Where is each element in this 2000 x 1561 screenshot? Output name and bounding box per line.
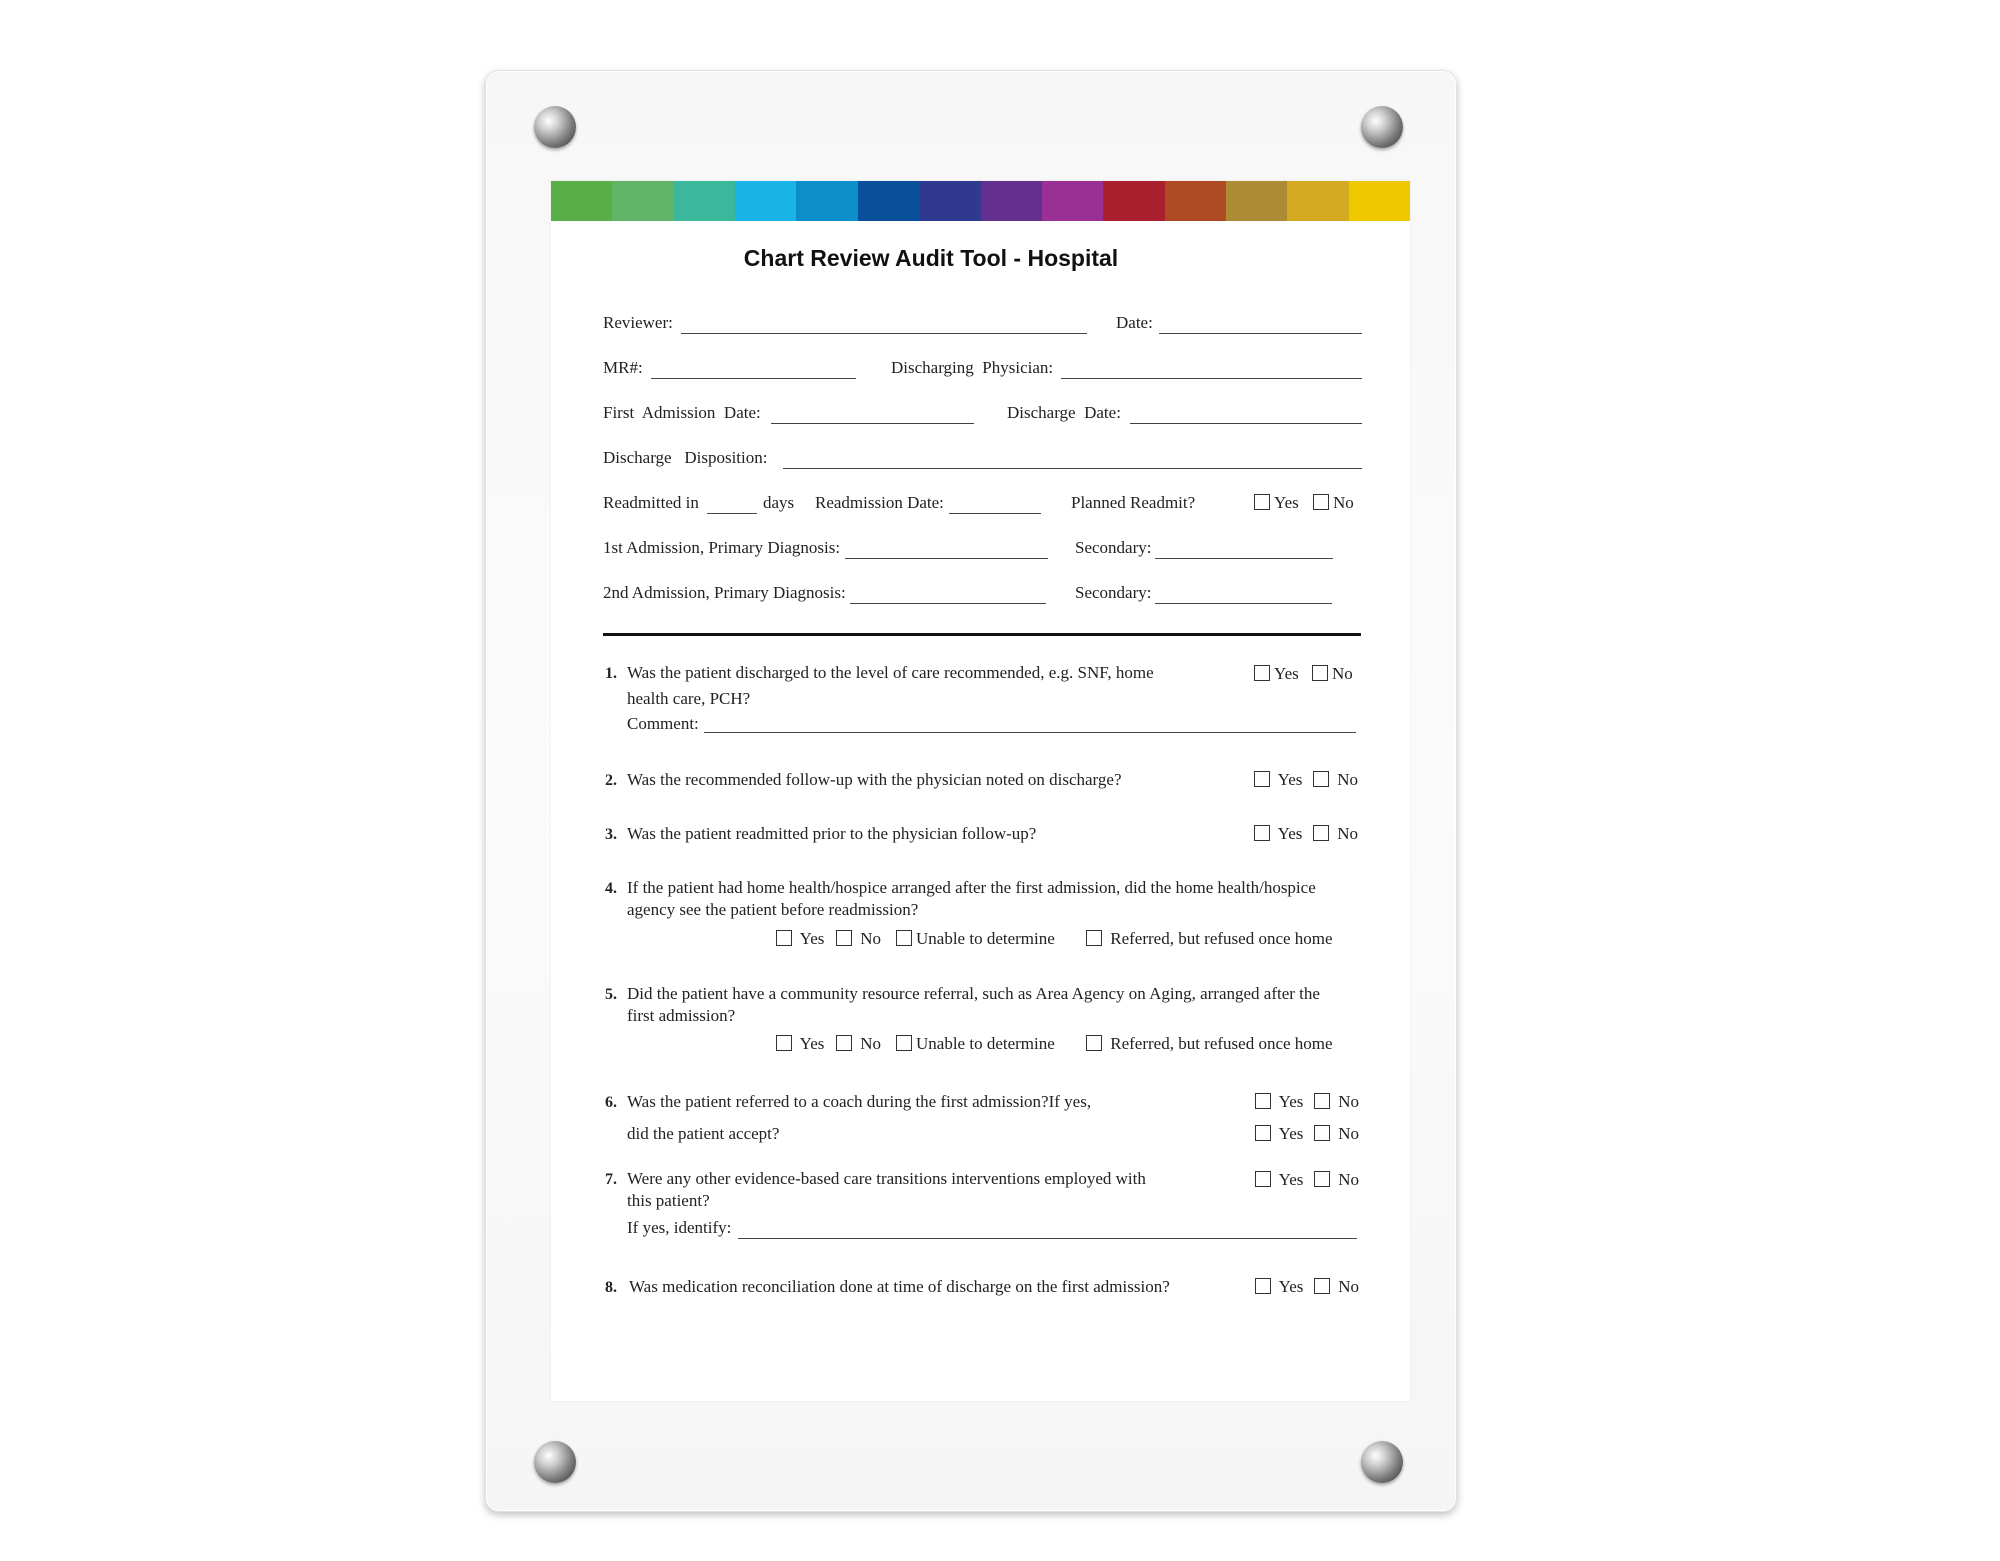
checkbox-icon[interactable] <box>1314 1171 1330 1187</box>
color-swatch-1 <box>551 181 612 221</box>
q7-no[interactable]: No <box>1314 1170 1359 1190</box>
q3-no[interactable]: No <box>1313 824 1358 844</box>
color-swatch-13 <box>1287 181 1348 221</box>
planned-readmit-yes[interactable]: Yes <box>1254 493 1299 513</box>
q8-yes[interactable]: Yes <box>1255 1277 1303 1297</box>
discharging-physician-field[interactable] <box>1061 378 1362 379</box>
checkbox-icon[interactable] <box>1086 930 1102 946</box>
checkbox-icon[interactable] <box>1313 825 1329 841</box>
second-secondary-label: Secondary: <box>1075 583 1152 602</box>
checkbox-icon[interactable] <box>896 1035 912 1051</box>
q6-text-line1: Was the patient referred to a coach during the first admission?If yes, <box>627 1092 1092 1111</box>
date-field[interactable] <box>1159 333 1362 334</box>
checkbox-icon[interactable] <box>1254 825 1270 841</box>
checkbox-icon[interactable] <box>896 930 912 946</box>
standoff-bolt-top-left <box>534 106 576 148</box>
q8-number: 8. <box>605 1279 617 1296</box>
readmission-date-label: Readmission Date: <box>815 493 944 512</box>
mr-field[interactable] <box>651 378 856 379</box>
checkbox-icon[interactable] <box>1255 1093 1271 1109</box>
q2-no[interactable]: No <box>1313 770 1358 790</box>
q7-yes[interactable]: Yes <box>1255 1170 1303 1190</box>
checkbox-icon[interactable] <box>836 1035 852 1051</box>
q7-text-line2: this patient? <box>627 1191 710 1210</box>
checkbox-icon[interactable] <box>1254 494 1270 510</box>
q2-yes[interactable]: Yes <box>1254 770 1302 790</box>
q4-text-line1: If the patient had home health/hospice arranged after the first admission, did the home health/hospice <box>627 878 1316 897</box>
q5-text-line2: first admission? <box>627 1006 736 1025</box>
readmitted-in-label: Readmitted in <box>603 493 699 512</box>
checkbox-icon[interactable] <box>836 930 852 946</box>
q7-number: 7. <box>605 1171 617 1188</box>
readmitted-days-field[interactable] <box>707 513 757 514</box>
q6-referred-yes[interactable]: Yes <box>1255 1092 1303 1112</box>
q1-text-line1: Was the patient discharged to the level of care recommended, e.g. SNF, home <box>627 663 1154 682</box>
checkbox-icon[interactable] <box>1255 1171 1271 1187</box>
q4-yes[interactable]: Yes <box>776 929 824 949</box>
color-swatch-6 <box>858 181 919 221</box>
color-swatch-14 <box>1349 181 1410 221</box>
checkbox-icon[interactable] <box>1313 771 1329 787</box>
form-title: Chart Review Audit Tool - Hospital <box>743 245 1119 271</box>
date-label: Date: <box>1116 313 1153 332</box>
q7-identify-field[interactable] <box>738 1238 1357 1239</box>
checkbox-icon[interactable] <box>1312 665 1328 681</box>
first-admission-date-label: First Admission Date: <box>603 403 761 422</box>
q4-text-line2: agency see the patient before readmission? <box>627 900 919 919</box>
section-divider <box>603 633 1361 636</box>
q2-number: 2. <box>605 772 617 789</box>
q3-yes[interactable]: Yes <box>1254 824 1302 844</box>
q1-comment-label: Comment: <box>627 714 699 733</box>
first-primary-diagnosis-label: 1st Admission, Primary Diagnosis: <box>603 538 841 557</box>
q5-text-line1: Did the patient have a community resource referral, such as Area Agency on Aging, arranged after the <box>627 984 1320 1003</box>
q1-text-line2: health care, PCH? <box>627 689 751 708</box>
q1-number: 1. <box>605 665 617 682</box>
color-swatch-4 <box>735 181 796 221</box>
checkbox-icon[interactable] <box>1313 494 1329 510</box>
reviewer-field[interactable] <box>681 333 1087 334</box>
form-sheet <box>551 181 1410 1401</box>
checkbox-icon[interactable] <box>1314 1093 1330 1109</box>
color-swatch-12 <box>1226 181 1287 221</box>
q1-no[interactable]: No <box>1312 664 1353 684</box>
second-primary-diagnosis-label: 2nd Admission, Primary Diagnosis: <box>603 583 846 602</box>
q3-text: Was the patient readmitted prior to the physician follow-up? <box>627 824 1037 843</box>
q2-text: Was the recommended follow-up with the physician noted on discharge? <box>627 770 1122 789</box>
second-primary-diagnosis-field[interactable] <box>850 603 1046 604</box>
discharging-physician-label: Discharging Physician: <box>891 358 1054 377</box>
first-secondary-label: Secondary: <box>1075 538 1152 557</box>
color-swatch-8 <box>981 181 1042 221</box>
checkbox-icon[interactable] <box>1255 1125 1271 1141</box>
color-swatch-2 <box>612 181 673 221</box>
q7-text-line1: Were any other evidence-based care transitions interventions employed with <box>627 1169 1146 1188</box>
q1-yes[interactable]: Yes <box>1254 664 1299 684</box>
checkbox-icon[interactable] <box>1086 1035 1102 1051</box>
discharge-date-label: Discharge Date: <box>1007 403 1121 422</box>
color-swatch-7 <box>919 181 980 221</box>
color-swatch-10 <box>1103 181 1164 221</box>
q6-referred-no[interactable]: No <box>1314 1092 1359 1112</box>
q4-number: 4. <box>605 880 617 897</box>
discharge-disposition-label: Discharge Disposition: <box>603 448 768 467</box>
checkbox-icon[interactable] <box>1255 1278 1271 1294</box>
q6-accept-yes[interactable]: Yes <box>1255 1124 1303 1144</box>
checkbox-icon[interactable] <box>1314 1278 1330 1294</box>
readmission-date-field[interactable] <box>949 513 1041 514</box>
q4-no[interactable]: No <box>836 929 881 949</box>
first-secondary-field[interactable] <box>1155 558 1333 559</box>
color-swatch-11 <box>1165 181 1226 221</box>
checkbox-icon[interactable] <box>1314 1125 1330 1141</box>
color-swatch-3 <box>674 181 735 221</box>
discharge-date-field[interactable] <box>1130 423 1362 424</box>
q8-no[interactable]: No <box>1314 1277 1359 1297</box>
q6-number: 6. <box>605 1094 617 1111</box>
q4-referred[interactable]: Referred, but refused once home <box>1086 929 1333 949</box>
standoff-bolt-bottom-right <box>1361 1441 1403 1483</box>
first-primary-diagnosis-field[interactable] <box>845 558 1048 559</box>
q8-text: Was medication reconciliation done at time of discharge on the first admission? <box>629 1277 1170 1296</box>
q4-unable[interactable]: Unable to determine <box>896 929 1055 949</box>
q5-yes[interactable]: Yes <box>776 1034 824 1054</box>
second-secondary-field[interactable] <box>1155 603 1332 604</box>
q3-number: 3. <box>605 826 617 843</box>
mr-label: MR#: <box>603 358 643 377</box>
reviewer-label: Reviewer: <box>603 313 673 332</box>
standoff-bolt-bottom-left <box>534 1441 576 1483</box>
checkbox-icon[interactable] <box>1254 665 1270 681</box>
days-label: days <box>763 493 795 512</box>
q7-identify-label: If yes, identify: <box>627 1218 732 1237</box>
q5-unable[interactable]: Unable to determine <box>896 1034 1055 1054</box>
checkbox-icon[interactable] <box>776 930 792 946</box>
q6-accept-no[interactable]: No <box>1314 1124 1359 1144</box>
discharge-disposition-field[interactable] <box>783 468 1362 469</box>
q5-referred[interactable]: Referred, but refused once home <box>1086 1034 1333 1054</box>
color-bar <box>551 181 1410 221</box>
checkbox-icon[interactable] <box>776 1035 792 1051</box>
planned-readmit-label: Planned Readmit? <box>1071 493 1196 512</box>
q6-text-line2: did the patient accept? <box>627 1124 780 1143</box>
color-swatch-9 <box>1042 181 1103 221</box>
q5-number: 5. <box>605 986 617 1003</box>
first-admission-date-field[interactable] <box>771 423 974 424</box>
planned-readmit-no[interactable]: No <box>1313 493 1354 513</box>
checkbox-icon[interactable] <box>1254 771 1270 787</box>
standoff-bolt-top-right <box>1361 106 1403 148</box>
q5-no[interactable]: No <box>836 1034 881 1054</box>
q1-comment-field[interactable] <box>704 732 1356 733</box>
color-swatch-5 <box>796 181 857 221</box>
